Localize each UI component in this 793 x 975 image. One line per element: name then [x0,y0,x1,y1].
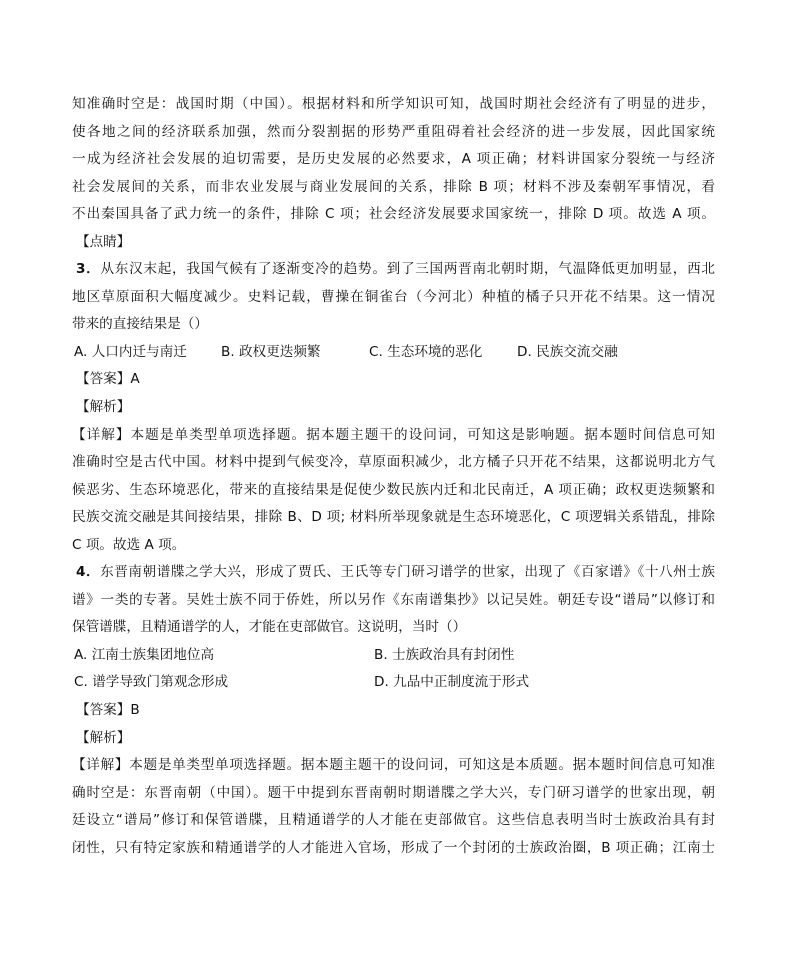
q4-stem-text: 东晋南朝谱牒之学大兴，形成了贾氏、王氏等专门研习谱学的世家，出现了《百家谱》《十八州士族 [100,564,715,581]
q4-option-a: A. 江南士族集团地位高 [74,646,215,663]
q4-option-b: B. 士族政治具有封闭性 [374,646,515,663]
q3-stem-line: 带来的直接结果是（） [72,316,208,333]
q4-detail-line: 确时空是：东晋南朝（中国）。题干中提到东晋南朝时期谱牒之学大兴，专门研习谱学的世家出现，朝 [72,784,715,801]
tip-label: 【点睛】 [76,233,131,250]
q3-answer-label: 【答案】 [76,371,131,388]
q3-detail-line: 候恶劣、生态环境恶化，带来的直接结果是促使少数民族内迁和北民南迁，A 项正确；政权更迭频繁和 [72,481,715,498]
prev-detail-line: 不出秦国具备了武力统一的条件，排除 C 项；社会经济发展要求国家统一，排除 D 项。故选 A 项。 [72,206,715,223]
q3-option-c: C. 生态环境的恶化 [369,343,483,360]
q4-answer-value: B [130,702,140,719]
q4-detail-line: 【详解】本题是单类型单项选择题。据本题主题干的设问词，可知这是本质题。据本题时间信息可知准 [72,757,715,774]
q3-number: 3． [76,261,101,278]
q3-detail-line: 【详解】本题是单类型单项选择题。据本题主题干的设问词，可知这是影响题。据本题时间信息可知 [72,426,715,443]
q4-answer-label: 【答案】 [76,702,131,719]
q3-stem-text: 从东汉末起，我国气候有了逐渐变冷的趋势。到了三国两晋南北朝时期，气温降低更加明显，西北 [100,261,715,278]
q4-stem-line: 谱》一类的专著。吴姓士族不同于侨姓，所以另作《东南谱集抄》以记吴姓。朝廷专设“谱局”以修订和 [72,591,715,608]
q3-answer-value: A [130,371,140,388]
prev-detail-line: 知准确时空是：战国时期（中国）。根据材料和所学知识可知，战国时期社会经济有了明显的进步， [72,96,715,112]
q3-option-d: D. 民族交流交融 [517,343,618,360]
q3-stem-line [72,256,715,284]
q4-stem-line [72,559,715,587]
q4-detail-line: 廷设立“谱局”修订和保管谱牒，且精通谱学的人才能在吏部做官。这些信息表明当时士族政治具有封 [72,812,715,829]
q4-option-c: C. 谱学导致门第观念形成 [74,674,229,691]
q4-option-d: D. 九品中正制度流于形式 [374,674,530,691]
q3-answer-line [72,366,715,394]
q3-detail-line: 民族交流交融是其间接结果，排除 B、D 项; 材料所举现象就是生态环境恶化，C 项逻辑关系错乱，排除 [72,509,715,526]
q3-stem-line: 地区草原面积大幅度减少。史料记载，曹操在铜雀台（今河北）种植的橘子只开花不结果。这一情况 [72,288,715,305]
prev-detail-line: 一成为经济社会发展的迫切需要，是历史发展的必然要求，A 项正确；材料讲国家分裂统一与经济 [72,151,715,168]
q4-options-row [72,669,715,697]
q3-analysis-label: 【解析】 [76,399,131,416]
q3-options-row [72,339,715,367]
q4-detail-line: 闭性，只有特定家族和精通谱学的人才能进入官场，形成了一个封闭的士族政治圈，B 项正确；江南士 [72,839,715,856]
q4-answer-line [72,697,715,725]
prev-detail-line: 使各地之间的经济联系加强，然而分裂割据的形势严重阻碍着社会经济的进一步发展，因此国家统 [72,123,715,140]
document-page [72,91,715,862]
q3-option-a: A. 人口内迁与南迁 [74,343,187,360]
q3-option-b: B. 政权更迭频繁 [221,343,321,360]
q4-number: 4． [76,564,101,581]
prev-detail-line: 社会发展间的关系，而非农业发展与商业发展间的关系，排除 B 项；材料不涉及秦朝军事情况，看 [72,178,715,195]
q4-stem-line: 保管谱牒，且精通谱学的人，才能在吏部做官。这说明，当时（） [72,619,467,636]
q3-detail-line: 准确时空是古代中国。材料中提到气候变冷，草原面积减少，北方橘子只开花不结果，这都说明北方气 [72,454,715,471]
q4-options-row [72,642,715,670]
q3-detail-line: C 项。故选 A 项。 [72,536,186,553]
q4-analysis-label: 【解析】 [76,729,131,746]
